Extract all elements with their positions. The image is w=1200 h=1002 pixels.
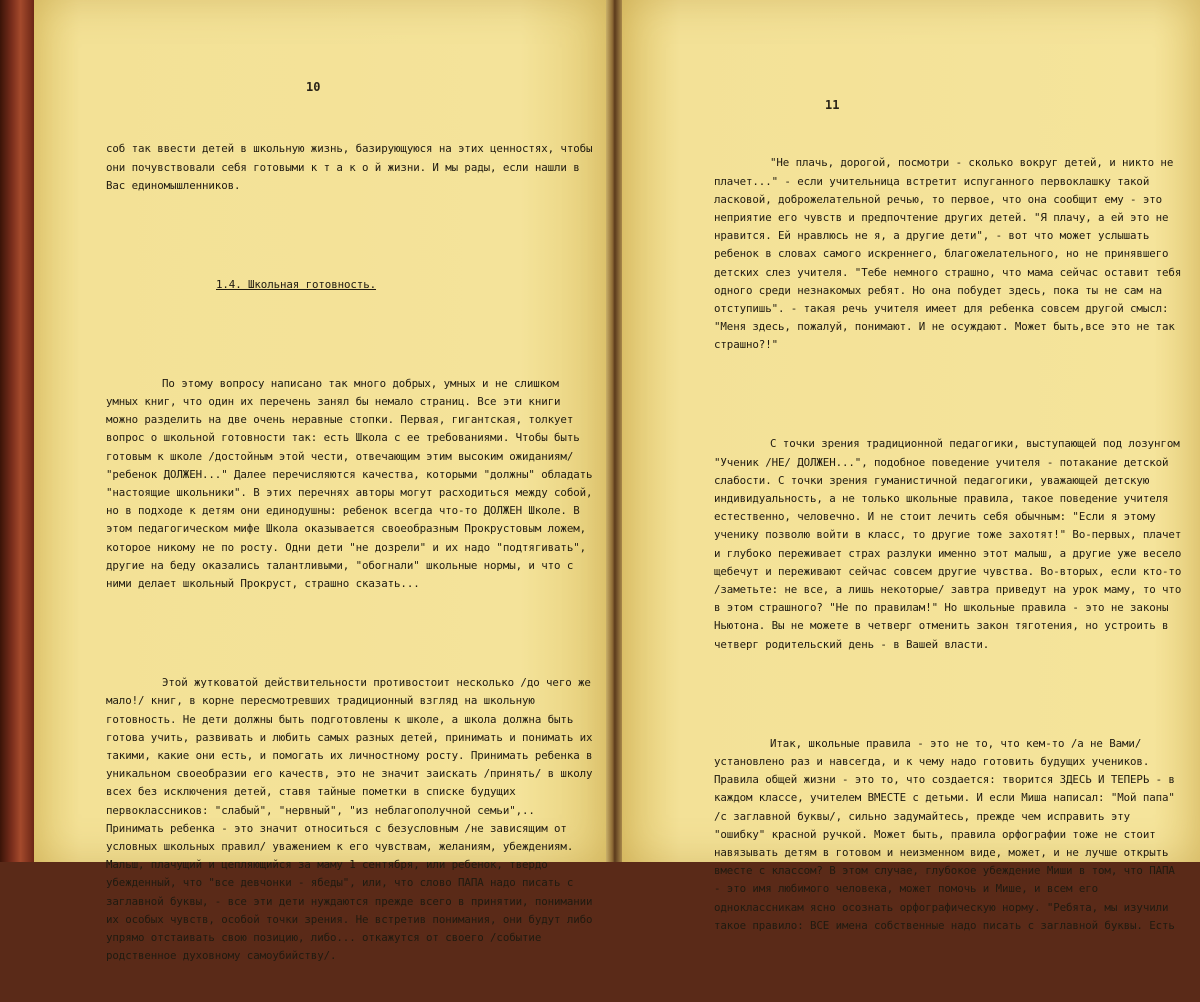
paragraph: По этому вопросу написано так много добрых, умных и не слишком умных книг, что один их перечень занял бы немало страниц. Все эти книги можно разделить на две очень неравные стопки. Первая, гигантская, толкует вопрос о школьной готовности так: есть Школа с ее требованиями. Чтобы быть готовым к школе /достойным этой чести, отвечающим этим высоким ожиданиям/ "ребенок ДОЛЖЕН..." Далее перечисляются качества, которыми "должны" обладать "настоящие школьники". В этих перечнях авторы могут расходиться между собой, но в подходе к детям они единодушны: ребенок всегда что-то ДОЛЖЕН Школе. В этом педагогическом мифе Школа оказывается своеобразным Прокрустовым ложем, которое никому не по росту. Одни дети "не дозрели" и их надо "подтягивать", другие на беду оказались талантливыми, "обогнали" школьные нормы, и что с ними делает школьный Прокруст, страшно сказать... [106,376,599,591]
page-number: 11 [825,98,840,112]
paragraph: "Не плачь, дорогой, посмотри - сколько вокруг детей, и никто не плачет..." - если учительница встретит испуганного первоклашку такой ласковой, доброжелательной речью, то первое, что она сообщит ему - это неприятие его чувств и предпочтение других детей. "Я плачу, а ей это не нравится. Ей нравлюсь не я, а другие дети", - вот что может услышать ребенок в словах самого искреннего, благожелательного, но не принявшего детских слез учителя. "Тебе немного страшно, что мама сейчас оставит тебя одного среди незнакомых ребят. Но она побудет здесь, пока ты не сам на отступишь". - такая речь учителя имеет для ребенка совсем другой смысл: "Меня здесь, пожалуй, понимают. И не осуждают. Может быть,все это не так страшно?!" [714,156,1188,352]
book-gutter [606,0,622,862]
paragraph: С точки зрения традиционной педагогики, выступающей под лозунгом "Ученик /НЕ/ ДОЛЖЕН...", подобное поведение учителя - потакание детской слабости. С точки зрения гуманистичной педагогики, уважающей детскую индивидуальность, а не только школьные правила, такое поведение учителя естественно, человечно. И не стоит лечить себя обычным: "Если я этому ученику позволю войти в класс, то другие тоже захотят!" Во-первых, плачет и глубоко переживает страх разлуки именно этот малыш, а другие уже весело щебечут и переживают сейчас совсем другие чувства. Во-вторых, если кто-то /заметьте: не все, а лишь некоторые/ завтра приведут на урок маму, то что в этом страшного? "Не по правилам!" Но школьные правила - это не законы Ньютона. Вы не можете в четверг отменить закон тяготения, но устроить в четверг родительский день - в Вашей власти. [714,437,1188,651]
book-cover-edge [0,0,34,862]
page-text [106,104,599,1002]
paragraph: соб так ввести детей в школьную жизнь, базирующуюся на этих ценностях, чтобы они почувствовали себя готовыми к т а к о й жизни. И мы рады, если нашли в Вас единомышленников. [106,142,599,192]
paragraph: Этой жутковатой действительности противостоит несколько /до чего же мало!/ книг, в корне пересмотревших традиционный взгляд на школьную готовность. Не дети должны быть подготовлены к школе, а школа должна быть готова учить, развивать и любить самых разных детей, принимать и понимать их такими, какие они есть, и помогать их личностному росту. Принимать ребенка в уникальном своеобразии его качеств, это не значит заискать /принять/ в школу всех без исключения детей, ставя тайные пометки в списке будущих первоклассников: "слабый", "нервный", "из неблагополучной семьи",.. Принимать ребенка - это значит относиться с безусловным /не зависящим от условных школьных правил/ уважением к его чувствам, желаниям, убеждениям. Мальш, плачущий и цепляющийся за маму 1 сентября, или ребенок, твердо убежденный, что "все девчонки - ябеды", или, что слово ПАПА надо писать с заглавной буквы, - все эти дети нуждаются прежде всего в принятии, понимании их особых чувств, особой точки зрения. Не встретив понимания, они будут либо упрямо отстаивать свою позицию, либо... откажутся от своего /событие родственное духовному самоубийству/. [106,676,599,963]
right-page [622,0,1200,932]
page-number: 10 [306,80,321,94]
section-heading: 1.4. Школьная готовность. [216,277,377,291]
paragraph: Итак, школьные правила - это не то, что кем-то /а не Вами/ установлено раз и навсегда, и к чему надо готовить будущих учеников. Правила общей жизни - это то, что создается: творится ЗДЕСЬ И ТЕПЕРЬ - в каждом классе, учителем ВМЕСТЕ с детьми. И если Миша написал: "Мой папа" /с заглавной буквы/, сильно задумайтесь, прежде чем исправить эту "ошибку" красной ручкой. Может быть, правила орфографии тоже не стоит навязывать детям в готовом и неизменном виде, может, и не лучше открыть вместе с классом? В этом случае, глубокое убеждение Миши в том, что ПАПА - это имя любимого человека, может помочь и Мише, и всем его одноклассникам ясно осознать орфографическую норму. "Ребята, мы изучили такое правило: ВСЕ имена собственные надо писать с заглавной буквы. Есть [714,736,1182,932]
left-page [34,0,606,963]
page-text [714,118,1188,971]
